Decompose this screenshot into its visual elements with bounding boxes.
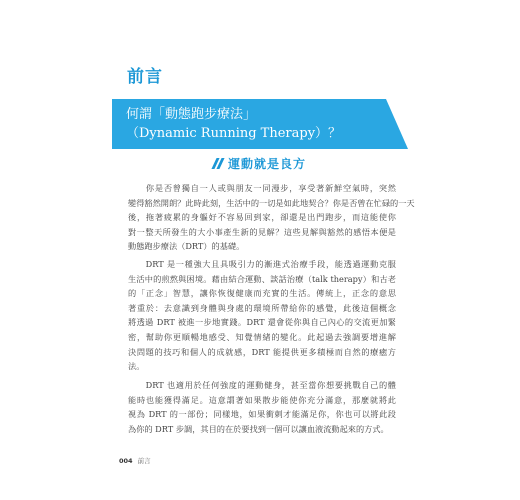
banner-title-line2: （Dynamic Running Therapy）？: [126, 126, 342, 141]
paragraph-line: DRT 也適用於任何強度的運動健身，甚至當你想要挑戰自己的體: [128, 380, 396, 390]
paragraph-line: DRT 是一種強大且具吸引力的漸進式治療手段，能透過運動克服: [128, 259, 396, 269]
paragraph-line: 將透過 DRT 被進一步地實踐。DRT 還會從你與自己內心的交流更加緊: [128, 317, 396, 328]
paragraph-line: 視為 DRT 的一部份；同樣地，如果衝刺才能滿足你，你也可以將此段: [128, 409, 396, 420]
paragraph-line: 能時也能獲得滿足。這意謂著如果散步能使你充分滿意，那麼就將此: [128, 394, 396, 405]
banner-title-line1: 何謂「動態跑步療法」: [126, 107, 257, 122]
paragraph-line: 為你的 DRT 步調，其目的在於要找到一個可以讓血液流動起來的方式。: [128, 423, 389, 434]
paragraph-line: 後，拖著疲累的身軀好不容易回到家，卻還是出門跑步，而這能使你: [128, 212, 396, 223]
paragraph-line: 的「正念」智慧，讓你恢復健康而充實的生活。傳統上，正念的意思: [128, 288, 396, 299]
paragraph-line: 生活中的煎熬與困境。藉由結合運動、談話治療（talk therapy）和古老: [128, 273, 396, 284]
page-number: 004: [119, 457, 133, 465]
section-heading-label: 運動就是良方: [227, 157, 306, 171]
paragraph-line: 變得豁然開朗？此時此刻，生活中的一切是如此地契合？你是否曾在忙碌的一天: [128, 197, 415, 208]
paragraph-line: 你是否曾獨自一人或與朋友一同漫步，享受著新鮮空氣時，突然: [128, 183, 396, 193]
section-heading: [0, 154, 520, 174]
paragraph-line: 密，幫助你更順暢地感受、知覺情緒的變化。此起過去強調要增進解: [128, 331, 396, 342]
paragraph-line: 動態跑步療法（DRT）的基礎。: [128, 241, 245, 252]
footer-chapter-label: 前言: [137, 457, 151, 465]
paragraph-line: 對一整天所發生的大小事產生新的見解？這些見解與豁然的感悟本便是: [128, 226, 396, 237]
double-slash-icon: [214, 158, 222, 169]
paragraph-3: [128, 378, 396, 436]
paragraph-line: 著重於：去意識到身體與身處的環境所帶給你的感覺，此後這個概念: [128, 302, 396, 313]
paragraph-line: 法。: [128, 361, 145, 372]
paragraph-line: 決問題的技巧和個人的成就感，DRT 能提供更多積極而自然的療癒方: [128, 346, 396, 357]
paragraph-1: [128, 181, 415, 254]
paragraph-2: [128, 257, 396, 374]
chapter-title: 前言: [127, 67, 163, 87]
title-banner: [112, 99, 408, 149]
page-footer: [119, 456, 151, 465]
